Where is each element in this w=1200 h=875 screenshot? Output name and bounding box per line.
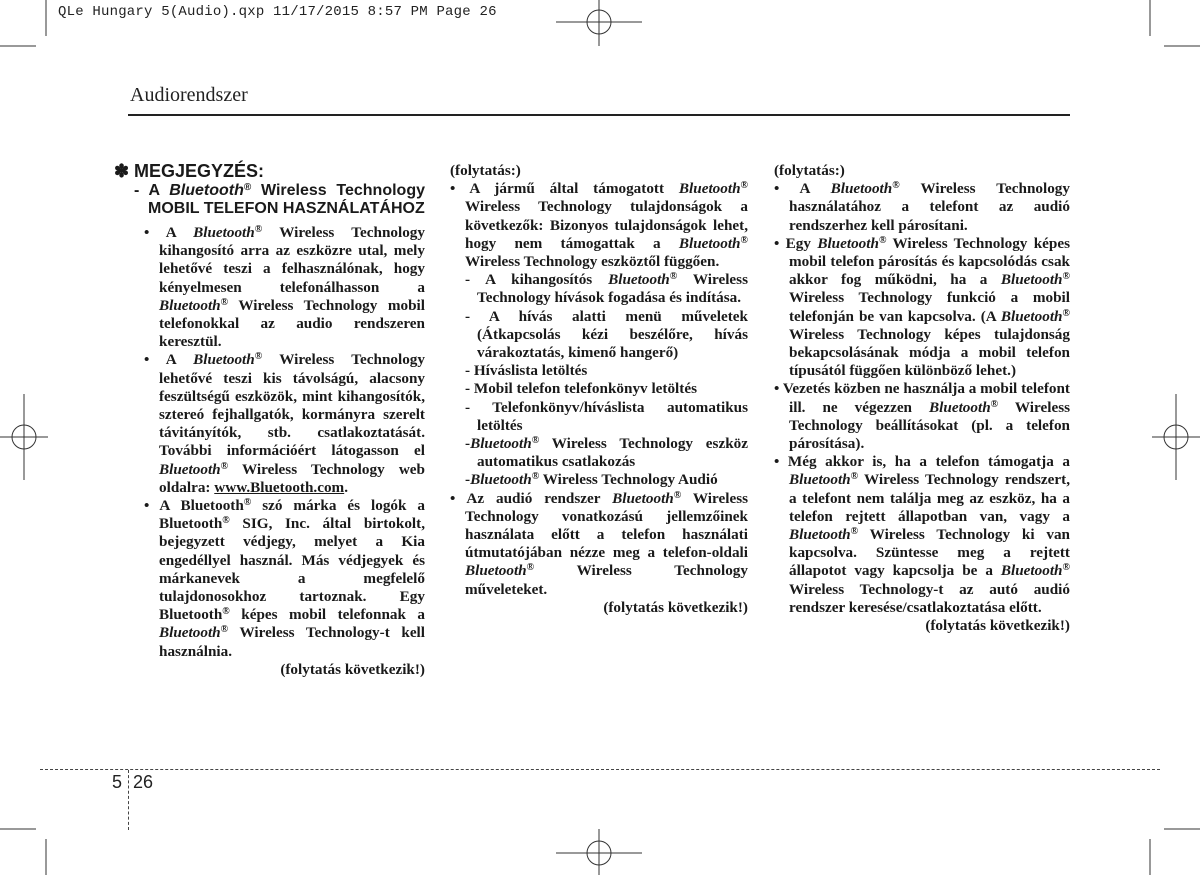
list-item: • A Bluetooth® Wireless Technology lehetővé teszi kis távolságú, alacsony feszültségű eszközök, mint kihangosítók, sztereó fejhallgatók, kormányra szerelt távitányítók, stb. csatlakoztatását. További információért látogasson el Bluetooth® Wireless Technology web oldalra: www.Bluetooth.com. xyxy=(144,351,425,496)
bluetooth-link[interactable]: www.Bluetooth.com xyxy=(214,478,345,496)
page-number: 26 xyxy=(133,772,154,792)
note-subheading: - A Bluetooth® Wireless Technology MOBIL TELEFON HASZNÁLATÁHOZ xyxy=(134,182,425,217)
sub-item: -Bluetooth® Wireless Technology Audió xyxy=(465,471,718,489)
sub-item: - A hívás alatti menü műveletek (Átkapcsolás kézi beszélőre, hívás várakoztatás, kimenő hangerő) xyxy=(465,307,748,362)
sub-item: - Mobil telefon telefonkönyv letöltés xyxy=(465,380,697,398)
continuation-label: (folytatás:) xyxy=(450,162,521,179)
continued-label: (folytatás következik!) xyxy=(603,598,748,616)
list-item: • A jármű által támogatott Bluetooth® Wireless Technology tulajdonságok a következők: Bizonyos tulajdonságok lehet, hogy nem támogattak a Bluetooth® Wireless Technology eszköztől függően. xyxy=(450,180,749,271)
list-item: • Még akkor is, ha a telefon támogatja a Bluetooth® Wireless Technology rendszert, a telefont nem találja meg az eszköz, ha a telefon rejtett állapotban van, vagy a Bluetooth® Wireless Technology ki van kapcsolva. Szüntesse meg a rejtett állapotot vagy kapcsolja be a Bluetooth® Wireless Technology-t az autó audió rendszer keresése/csatlakoztatása előtt. xyxy=(774,453,1070,616)
registration-mark-left xyxy=(0,394,48,480)
list-item: • Az audió rendszer Bluetooth® Wireless Technology vonatkozású jellemzőinek használata előtt a telefon használati útmutatójában nézze meg a telefon-oldali Bluetooth® Wireless Technology műveleteket. xyxy=(450,489,749,598)
list-item: • A Bluetooth® Wireless Technology használatához a telefont az audió rendszerhez kell párosítani. xyxy=(774,180,1070,234)
column-3 xyxy=(774,162,1070,635)
sub-item: - Telefonkönyv/híváslista automatikus letöltés xyxy=(465,398,748,434)
continued-label: (folytatás következik!) xyxy=(280,660,425,678)
continued-label: (folytatás következik!) xyxy=(925,617,1070,635)
footer-rule xyxy=(40,769,1160,770)
registration-mark-right xyxy=(1152,394,1200,480)
print-slug: QLe Hungary 5(Audio).qxp 11/17/2015 8:57 PM Page 26 xyxy=(58,4,497,20)
registration-mark-top xyxy=(556,0,642,46)
continuation-label: (folytatás:) xyxy=(774,162,845,179)
running-header: Audiorendszer xyxy=(130,84,248,106)
list-item: • Egy Bluetooth® Wireless Technology képes mobil telefon párosítás és kapcsolódás csak akkor fog működni, ha a Bluetooth® Wireless Technology funkció a mobil telefonján be van kapcsolva. (A Bluetooth® Wireless Technology képes tulajdonság bekapcsolásának módja a mobil telefon típusától függően különböző lehet.) xyxy=(774,234,1071,380)
column-1 xyxy=(114,161,426,679)
registration-mark-bottom xyxy=(556,829,642,875)
sub-item: - Híváslista letöltés xyxy=(465,362,588,380)
column-2 xyxy=(450,162,748,617)
sub-item: -Bluetooth® Wireless Technology eszköz automatikus csatlakozás xyxy=(465,435,748,471)
list-item: • A Bluetooth® Wireless Technology kihangosító arra az eszközre utal, mely lehetővé teszi a felhasználónak, hogy kényelmesen telefonálhasson a Bluetooth® Wireless Technology mobil telefonokkal az audio rendszeren keresztül. xyxy=(144,224,425,351)
star-icon: ✽ xyxy=(114,161,130,181)
section-number: 5 xyxy=(112,772,123,792)
list-item: • Vezetés közben ne használja a mobil telefont ill. ne végezzen Bluetooth® Wireless Technology beállításokat (pl. a telefon párosítása). xyxy=(774,380,1071,453)
header-rule xyxy=(128,114,1070,116)
list-item: • A Bluetooth® szó márka és logók a Bluetooth® SIG, Inc. által birtokolt, bejegyzett védjegy, melyet a Kia engedéllyel használ. Más védjegyek és márkanevek a megfelelő tulajdonosokhoz tartoznak. Egy Bluetooth® képes mobil telefonnak a Bluetooth® Wireless Technology-t kell használnia. xyxy=(144,497,426,660)
footer-divider xyxy=(128,770,129,830)
sub-item: - A kihangosítós Bluetooth® Wireless Technology hívások fogadása és indítása. xyxy=(465,271,748,307)
note-heading: ✽ MEGJEGYZÉS: xyxy=(114,161,265,181)
